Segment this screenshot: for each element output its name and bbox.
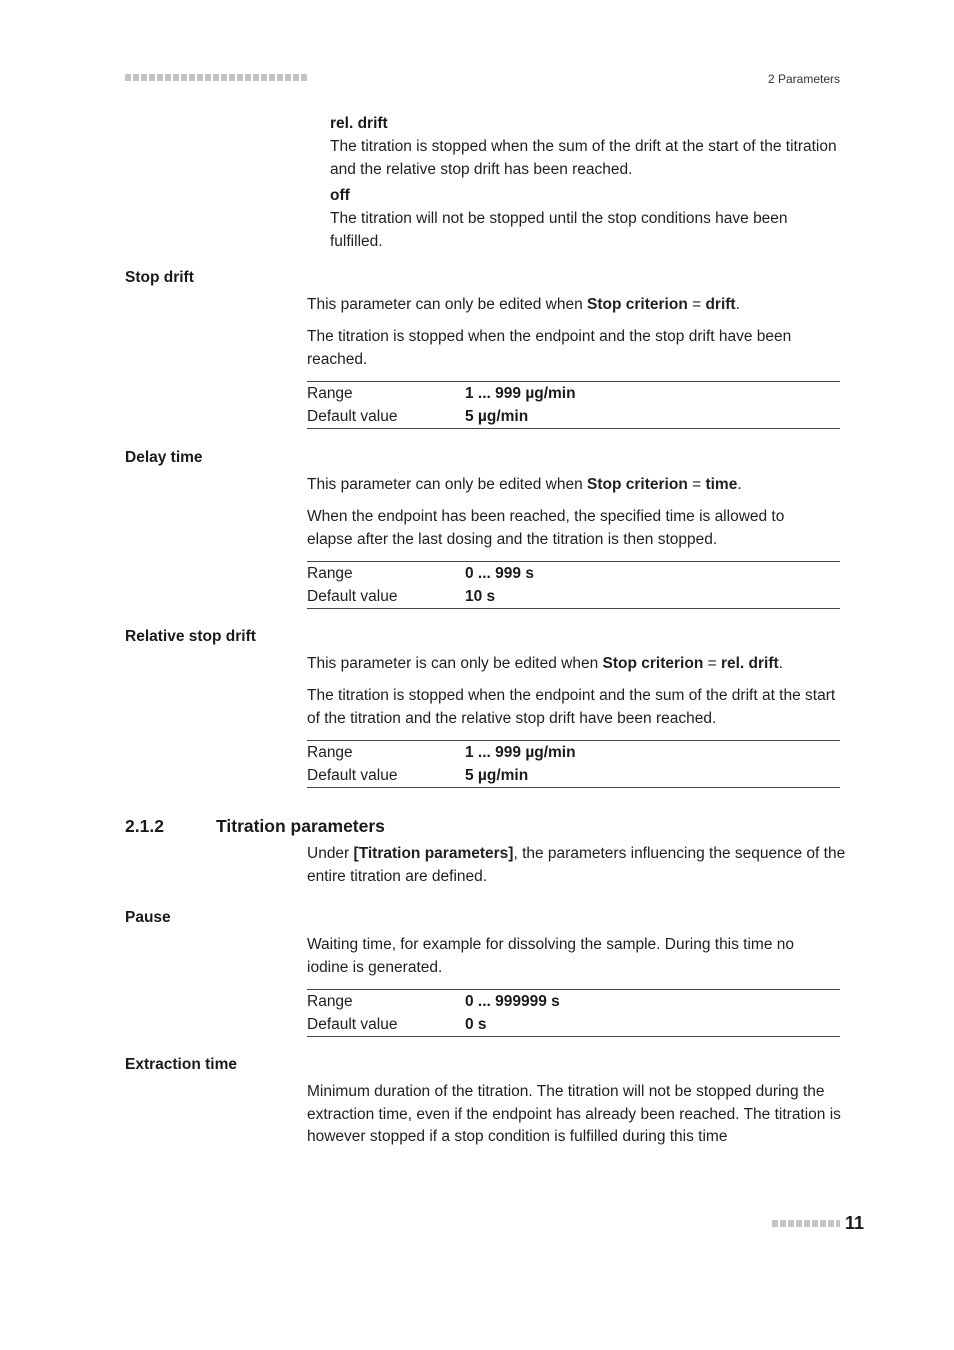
- section-number: 2.1.2: [125, 816, 164, 836]
- default-label: Default value: [307, 587, 398, 605]
- condition-stop-drift: This parameter can only be edited when Stop criterion = drift.: [307, 296, 740, 313]
- default-label: Default value: [307, 1015, 398, 1033]
- param-title-relative-stop-drift: Relative stop drift: [125, 628, 256, 645]
- param-table-relative-stop-drift: [307, 740, 840, 788]
- default-value: 5 µg/min: [465, 766, 529, 784]
- option-label-rel-drift: rel. drift: [330, 115, 388, 132]
- param-table-pause: [307, 989, 840, 1037]
- range-value: 0 ... 999 s: [465, 565, 534, 582]
- default-value: 0 s: [465, 1015, 487, 1033]
- chapter-header: 2 Parameters: [767, 72, 840, 86]
- range-label: Range: [307, 385, 353, 402]
- option-text-rel-drift: The titration is stopped when the sum of the drift at the start of the titration and the relative stop drift has been reached.: [330, 138, 837, 178]
- range-label: Range: [307, 565, 353, 582]
- option-label-off: off: [330, 187, 350, 204]
- range-value: 1 ... 999 µg/min: [465, 744, 576, 761]
- description-stop-drift: The titration is stopped when the endpoint and the stop drift have been reached.: [307, 328, 792, 368]
- range-value: 1 ... 999 µg/min: [465, 385, 576, 402]
- page-number: 11: [845, 1213, 865, 1233]
- param-table-delay-time: [307, 561, 840, 609]
- range-label: Range: [307, 744, 353, 761]
- param-title-delay-time: Delay time: [125, 449, 203, 466]
- param-table-stop-drift: [307, 381, 840, 429]
- default-label: Default value: [307, 407, 398, 425]
- description-delay-time: When the endpoint has been reached, the specified time is allowed to elapse after the last dosing and the titration is then stopped.: [307, 508, 785, 548]
- default-value: 10 s: [465, 587, 496, 605]
- option-text-off: The titration will not be stopped until the stop conditions have been fulfilled.: [330, 210, 788, 250]
- section-intro: Under [Titration parameters], the parameters influencing the sequence of the entire titration are defined.: [307, 845, 846, 885]
- footer-decoration: [772, 1220, 840, 1227]
- description-pause: Waiting time, for example for dissolving the sample. During this time no iodine is generated.: [307, 936, 795, 976]
- default-label: Default value: [307, 766, 398, 784]
- condition-delay-time: This parameter can only be edited when Stop criterion = time.: [307, 476, 742, 493]
- description-extraction-time: Minimum duration of the titration. The titration will not be stopped during the extraction time, even if the endpoint has already been reached. The titration is however stopped if a stop condition is fulfilled during this time: [307, 1083, 841, 1145]
- range-label: Range: [307, 993, 353, 1010]
- description-relative-stop-drift: The titration is stopped when the endpoint and the sum of the drift at the start of the titration and the relative stop drift have been reached.: [307, 687, 836, 727]
- header-decoration: [125, 74, 307, 81]
- default-value: 5 µg/min: [465, 407, 529, 425]
- param-title-extraction-time: Extraction time: [125, 1056, 237, 1073]
- param-title-stop-drift: Stop drift: [125, 269, 194, 286]
- section-title: Titration parameters: [216, 816, 385, 836]
- condition-relative-stop-drift: This parameter is can only be edited when Stop criterion = rel. drift.: [307, 655, 783, 672]
- param-title-pause: Pause: [125, 909, 171, 926]
- range-value: 0 ... 999999 s: [465, 993, 560, 1010]
